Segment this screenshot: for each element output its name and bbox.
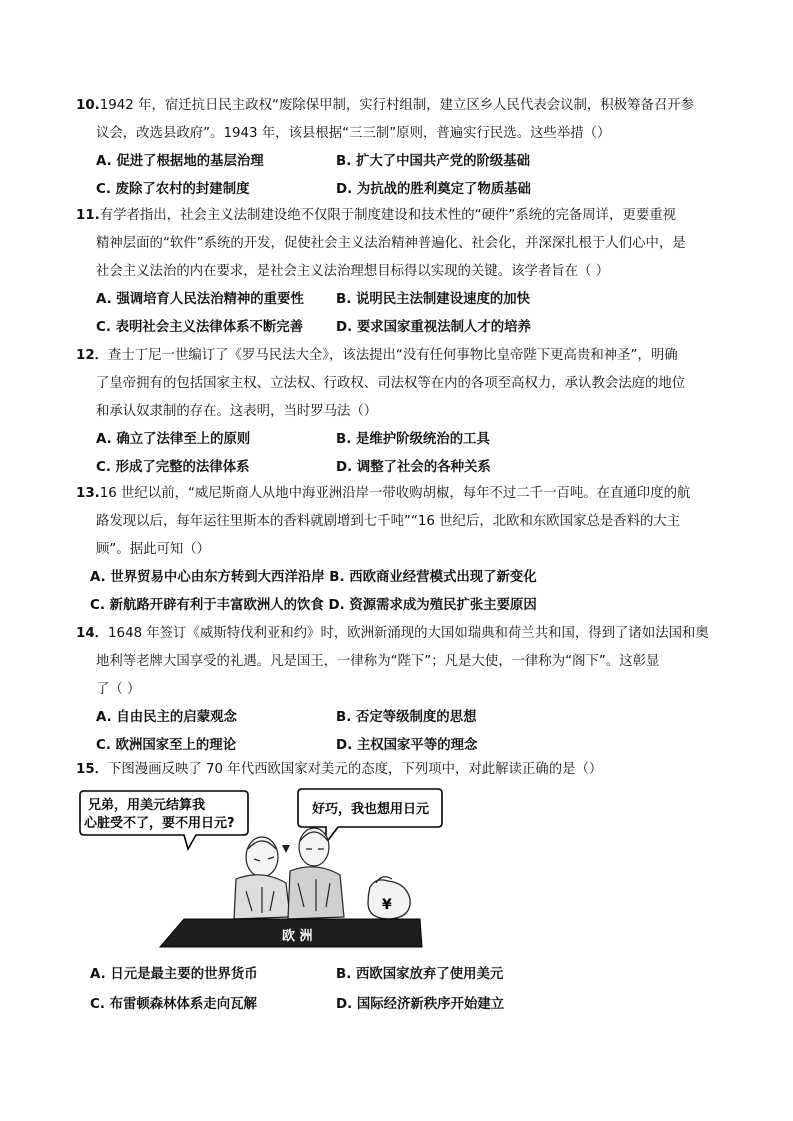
option-c[interactable]: C. 废除了农村的封建制度 [96,182,250,197]
question-10 [76,92,726,204]
option-d[interactable]: D. 为抗战的胜利奠定了物质基础 [336,182,531,197]
stem-text: 有学者指出，社会主义法制建设绝不仅限于制度建设和技术性的“硬件”系统的完备周详，更要重视 [99,208,677,223]
stem-text: 1648 年签订《威斯特伐利亚和约》时，欧洲新涌现的大国如瑞典和荷兰共和国，得到了诸如法国和奥 [108,626,709,641]
question-14-stem [76,620,726,704]
option-b[interactable]: B. 说明民主法制建设速度的加快 [336,292,531,307]
right-figure [288,828,344,919]
question-12-options [76,426,726,482]
question-number: 11. [76,208,100,223]
bubble-left-line1: 兄弟，用美元结算我 [88,798,206,813]
option-b[interactable]: B. 扩大了中国共产党的阶级基础 [336,154,531,169]
stem-text: 1942 年，宿迁抗日民主政权“废除保甲制，实行村组制，建立区乡人民代表会议制，积极筹备召开参 [99,98,695,113]
question-number: 13. [76,486,100,501]
option-a[interactable]: A. 自由民主的启蒙观念 [96,710,237,725]
option-d[interactable]: D. 调整了社会的各种关系 [336,460,491,475]
stem-text: 查士丁尼一世编订了《罗马民法大全》，该法提出“没有任何事物比皇帝陛下更高贵和神圣”，明确 [108,348,678,363]
stem-text: 下图漫画反映了 70 年代西欧国家对美元的态度，下列项中，对此解读正确的是（） [108,762,603,777]
stem-text: 地利等老牌大国享受的礼遇。凡是国王，一律称为“陛下”；凡是大使，一律称为“阁下”。这彰显 [96,654,660,669]
option-c[interactable]: C. 表明社会主义法律体系不断完善 [96,320,304,335]
question-14-options [76,704,726,760]
question-13-stem [76,480,726,564]
option-b[interactable]: B. 西欧国家放弃了使用美元 [336,967,504,982]
question-11-stem [76,202,726,286]
money-bag-icon [368,877,410,919]
question-13-options [76,564,726,620]
option-c[interactable]: C. 欧洲国家至上的理论 [96,738,237,753]
question-number: 12． [76,348,109,363]
question-13 [76,480,726,620]
cartoon-illustration [76,787,446,952]
question-14 [76,620,726,760]
question-number: 14． [76,626,109,641]
left-figure [234,837,290,919]
question-15 [76,756,726,784]
stem-text: 16 世纪以前，“威尼斯商人从地中海亚洲沿岸一带收购胡椒，每年不过二千一百吨。在直通印度的航 [99,486,691,501]
stem-text: 议会，改选县政府”。1943 年，该县根据“三三制”原则，普遍实行民选。这些举措（） [96,126,611,141]
option-c[interactable]: C. 形成了完整的法律体系 [96,460,250,475]
plinth-label: 欧 洲 [282,929,313,944]
question-15-stem [76,756,726,784]
option-a[interactable]: A. 强调培育人民法治精神的重要性 [96,292,304,307]
question-15-options [76,960,726,1020]
option-d[interactable]: D. 要求国家重视法制人才的培养 [336,320,531,335]
question-15-options-wrap [76,960,726,1020]
option-d[interactable]: D. 国际经济新秩序开始建立 [336,997,505,1012]
stem-text: 了（ ） [96,682,141,697]
stem-text: 路发现以后，每年运往里斯本的香料就剧增到七千吨”“16 世纪后，北欧和东欧国家总是香料的大主 [96,514,681,529]
option-b[interactable]: B. 否定等级制度的思想 [336,710,477,725]
bubble-right-text: 好巧，我也想用日元 [312,802,430,817]
question-11-options [76,286,726,342]
stem-text: 顾”。据此可知（） [96,542,211,557]
stem-text: 和承认奴隶制的存在。这表明，当时罗马法（） [96,404,378,419]
stem-text: 了皇帝拥有的包括国家主权、立法权、行政权、司法权等在内的各项至高权力，承认教会法庭的地位 [96,376,686,391]
down-arrow-icon [282,845,290,853]
cartoon-svg [76,787,446,952]
option-d[interactable]: D. 主权国家平等的理念 [336,738,478,753]
option-c[interactable]: C. 布雷顿森林体系走向瓦解 [90,997,257,1012]
stem-text: 精神层面的“软件”系统的开发，促使社会主义法治精神普遍化、社会化，并深深扎根于人们心中，是 [96,236,686,251]
option-b[interactable]: B. 是维护阶级统治的工具 [336,432,490,447]
question-10-options [76,148,726,204]
bubble-left-line2: 心脏受不了，要不用日元? [84,816,235,831]
option-a[interactable]: A. 日元是最主要的世界货币 [90,967,258,982]
question-11 [76,202,726,342]
option-c-d[interactable]: C. 新航路开辟有利于丰富欧洲人的饮食 D. 资源需求成为殖民扩张主要原因 [90,598,537,613]
option-a-b[interactable]: A. 世界贸易中心由东方转到大西洋沿岸 B. 西欧商业经营模式出现了新变化 [90,570,537,585]
yen-symbol: ¥ [382,897,392,913]
stem-text: 社会主义法治的内在要求，是社会主义法治理想目标得以实现的关键。该学者旨在（ ） [96,264,610,279]
question-number: 10. [76,98,100,113]
question-number: 15． [76,762,109,777]
option-a[interactable]: A. 确立了法律至上的原则 [96,432,251,447]
question-12 [76,342,726,482]
option-a[interactable]: A. 促进了根据地的基层治理 [96,154,264,169]
question-10-stem [76,92,726,148]
question-12-stem [76,342,726,426]
